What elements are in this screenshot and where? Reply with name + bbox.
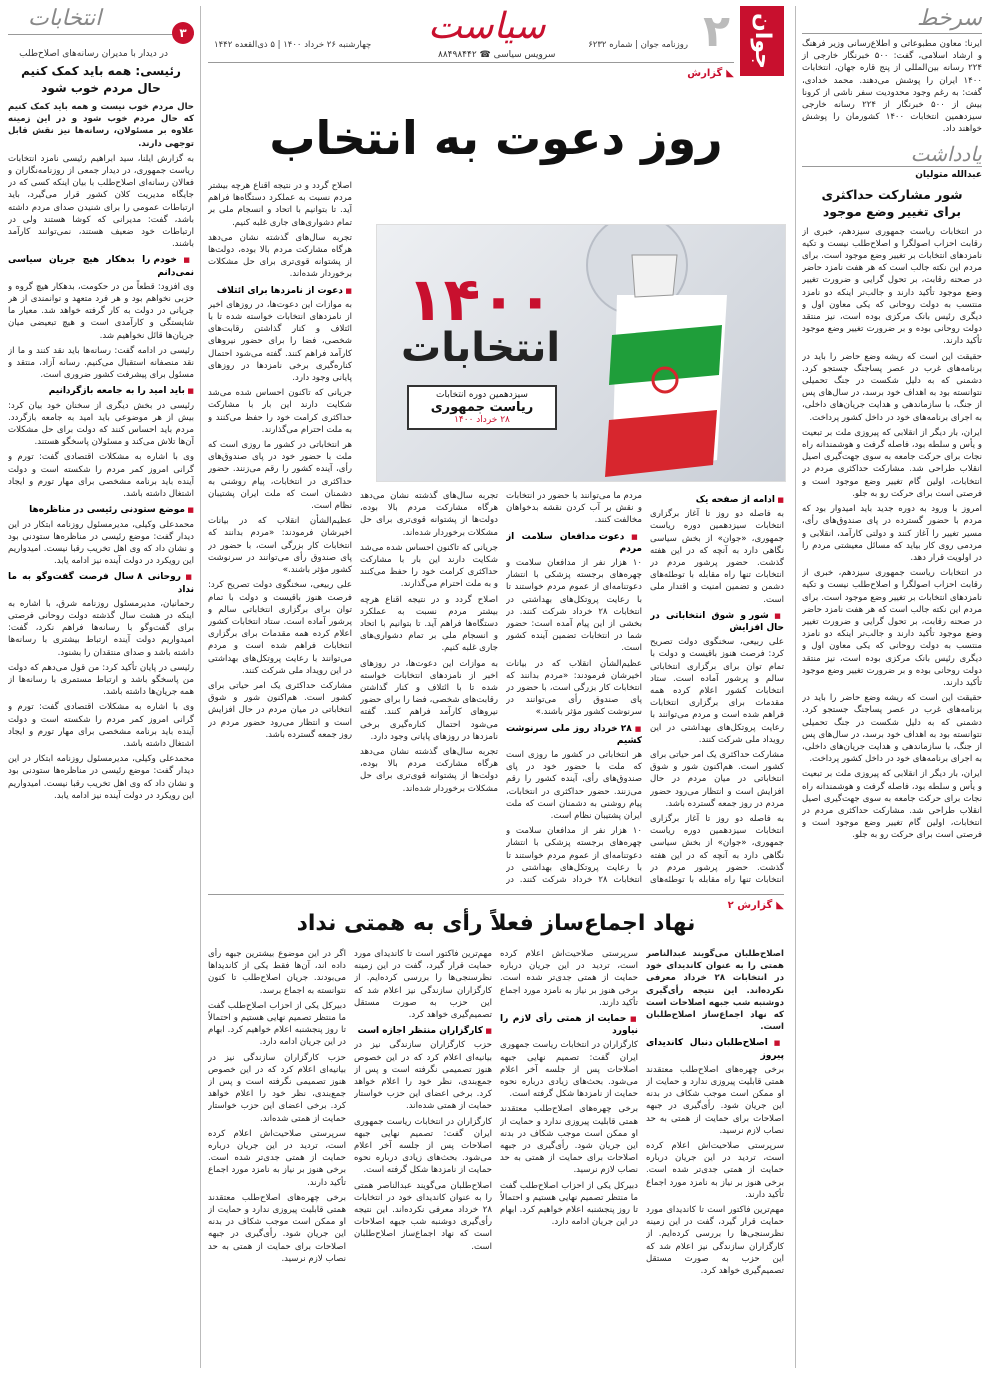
bottom-paragraph: مهم‌ترین فاکتور است تا کاندیدای مورد حمایت قرار گیرد، گفت در این زمینه نظرسنجی‌ها را بررسی کرده‌ایم. از کارگزاران سازندگی نیز اعلام شد که این حزب به صورت مستقل تصمیم‌گیری خواهد کرد. xyxy=(646,1205,784,1277)
main-headline: روز دعوت به انتخاب xyxy=(269,111,723,165)
logo: جوان xyxy=(740,6,784,76)
note-paragraph: در انتخابات ریاست جمهوری سیزدهم، خبری از رقابت احزاب اصولگرا و اصلاح‌طلب نیست و تکیه نامزدهای انتخابات بر تغییر وضع موجود است. برای مردم این نکته جالب است که هر هفت نامزد حاضر در صحنه رقابت، بر تحول گرایی و ضرورت تغییر وضع موجود تأکید دارند و جالب‌تر اینکه دو نامزد منتسب به دولت روحانی که یکی معاون اول و دیگری رئیس بانک مرکزی بوده است، نیز منتقد دولت روحانی بوده و بر ضرورت تغییر وضع موجود تأکید دارند. xyxy=(802,226,982,347)
bottom-subhead: ■ حمایت از همتی رأی لازم را نیاورد xyxy=(500,1013,638,1037)
left-subhead: ■ روحانی ۸ سال فرصت گفت‌وگو به ما نداد xyxy=(8,571,194,595)
report-badge xyxy=(687,68,734,79)
phone-number: ۸۸۴۹۸۴۴۲ xyxy=(438,50,477,60)
center-subhead: ■ دعوت مدافعان سلامت از مردم xyxy=(506,531,642,555)
left-paragraph: به گزارش ایلنا، سید ابراهیم رئیسی نامزد انتخابات ریاست جمهوری، در دیدار جمعی از روزنامه‌نگاران و فعالان رسانه‌ای اصلاح‌طلب با بیان اینکه کسی که در جایگاه مدیریت کلان کشور قرار می‌گیرد، باید ارتباطات عمومی را برای شنیدن صدای مردم داشته باشد، گفت: مدیرانی که کوشا هستند ولی در ارتباطات خود ضعیف هستند، نمی‌توانند کارآمد باشند. xyxy=(8,153,194,250)
bottom-paragraph: سرپرستی صلاحیت‌اش اعلام کرده است، تردید در این جریان درباره حمایت از همتی جدی‌تر شده است. برخی هنوز بر نیاز به نامزد مورد اجماع تأکید دارند. xyxy=(500,949,638,1008)
note-paragraph: امروز با ورود به دوره جدید باید امیدوار بود که مردم با حضور گسترده در پای صندوق‌های رأی، مسیر تغییر را آغاز کنند و دولتی کارآمد، انقلابی و مردمی روی کار بیاید که مسائل معیشتی مردم را در اولویت قرار دهد. xyxy=(802,504,982,563)
bottom-story-divider xyxy=(208,894,784,895)
bottom-paragraph: حزب کارگزاران سازندگی نیز در بیانیه‌ای اعلام کرد که در این خصوص هنوز تصمیمی نگرفته است و پس از جمع‌بندی، نظر خود را اعلام خواهد کرد. برخی اعضای این حزب خواستار حمایت از همتی شده‌اند. xyxy=(354,1040,492,1112)
paper-info: روزنامه جوان | شماره ۶۲۳۲ xyxy=(588,40,688,50)
center-paragraph: جریانی که تاکنون احساس شده می‌شد شکایت دارند این بار با مشارکت حداکثری کرامت خود را حفظ می‌کنند و به ملت احترام می‌گذارند. xyxy=(208,388,352,435)
center-column-1 xyxy=(650,490,784,886)
left-paragraph: رئیسی در ادامه گفت: رسانه‌ها باید نقد کنند و ما از نقد منصفانه استقبال می‌کنیم. رسانه آزاد، منتقد و مسئول برای پیشرفت کشور ضروری است. xyxy=(8,345,194,381)
center-paragraph: تجربه سال‌های گذشته نشان می‌دهد هرگاه مشارکت مردم بالا بوده، دولت‌ها از پشتوانه قوی‌تری برای حل مشکلات برخوردار شده‌اند. xyxy=(208,232,352,280)
note-author: عبدالله متولیان xyxy=(915,169,982,180)
bottom-subhead: ■ اصلاح‌طلبان دنبال کاندیدای پیروز xyxy=(646,1037,784,1061)
bottom-paragraph: مهم‌ترین فاکتور است تا کاندیدای مورد حمایت قرار گیرد، گفت در این زمینه نظرسنجی‌ها را بررسی کرده‌ایم. از کارگزاران سازندگی نیز اعلام شد که این حزب به صورت مستقل تصمیم‌گیری خواهد کرد. xyxy=(354,949,492,1021)
left-subhead: ■ خودم را بدهکار هیچ جریان سیاسی نمی‌دانم xyxy=(8,254,194,278)
center-subhead: ■ ۲۸ خرداد روز ملی سرنوشت کشیم xyxy=(506,723,642,747)
left-body xyxy=(8,101,194,1351)
bottom-paragraph: برخی چهره‌های اصلاح‌طلب معتقدند همتی قابلیت پیروزی ندارد و حمایت از او ممکن است موجب شکاف در بدنه این جریان شود. رأی‌گیری در جبهه اصلاحات برای حمایت از همتی به حد نصاب لازم نرسید. xyxy=(646,1064,784,1136)
left-paragraph: محمدعلی وکیلی، مدیرمسئول روزنامه ابتکار در این دیدار گفت: موضع رئیسی در مناظره‌ها ستودنی بود و نشان داد که وی اهل تخریب رقبا نیست. امیدواریم این رویکرد در دولت آینده نیز ادامه یابد. xyxy=(8,754,194,801)
note-paragraph: ایران، بار دیگر از انقلابی که پیروزی ملت بر تبعیت و یأس و سلطه بود، فاصله گرفت و هوشمندانه راه نجات برای حرکت جامعه به سوی جهت‌گیری اصیل انقلاب طراحی شد. مشارکت حداکثری مردم در انتخابات، اولین گام تغییر وضع موجود است و فرصتی است برای حرکت رو به جلو. xyxy=(802,427,982,499)
bottom-paragraph: سرپرستی صلاحیت‌اش اعلام کرده است، تردید در این جریان درباره حمایت از همتی جدی‌تر شده است. برخی هنوز بر نیاز به نامزد مورد اجماع تأکید دارند. xyxy=(208,1128,346,1188)
right-column-header: سرخط xyxy=(802,6,982,34)
poster-caption xyxy=(407,385,557,430)
bottom-paragraph: دبیرکل یکی از احزاب اصلاح‌طلب گفت ما منتظر تصمیم نهایی هستیم و احتمالاً تا روز پنجشنبه اعلام خواهیم کرد. ابهام در این جریان ادامه دارد. xyxy=(500,1180,638,1228)
center-paragraph: عظیم‌الشأن انقلاب که در بیانات اخیرشان فرمودند: «مردم بدانند که انتخابات کار بزرگی است، با حضور در پای صندوق رأی می‌توانند در سرنوشت کشور مؤثر باشند.» xyxy=(208,516,352,576)
bottom-paragraph: کارگزاران در انتخابات ریاست جمهوری ایران گفت: تصمیم نهایی جبهه اصلاحات پس از جلسه آخر اعلام می‌شود. بحث‌های زیادی درباره نحوه حمایت از نامزدها شکل گرفته است. xyxy=(500,1040,638,1100)
section-title: سیاست xyxy=(428,6,546,47)
poster-caption-line: ریاست جمهوری xyxy=(430,400,534,415)
note-header: یادداشت xyxy=(802,142,982,167)
note-paragraph: در انتخابات ریاست جمهوری سیزدهم، خبری از رقابت احزاب اصولگرا و اصلاح‌طلب نیست و تکیه نامزدهای انتخابات بر تغییر وضع موجود است. برای مردم این نکته جالب است که هر هفت نامزد حاضر در صحنه رقابت، بر تحول گرایی و ضرورت تغییر وضع موجود تأکید دارند و جالب‌تر اینکه دو نامزد منتسب به دولت روحانی که یکی معاون اول و دیگری رئیس بانک مرکزی بوده است، نیز منتقد دولت روحانی بوده و بر ضرورت تغییر وضع موجود تأکید دارند. xyxy=(802,568,982,688)
report-label: گزارش xyxy=(687,68,723,79)
right-column-divider xyxy=(795,6,796,1368)
page-number: ۲ xyxy=(703,6,730,57)
masthead-rule xyxy=(208,62,734,63)
left-column xyxy=(8,6,194,1370)
center-paragraph: مشارکت حداکثری یک امر حیاتی برای کشور است. هم‌اکنون شور و شوق انتخاباتی در میان مردم در حال افزایش است و انتظار می‌رود حضور مردم در روز جمعه گسترده باشد. xyxy=(208,680,352,740)
left-headline: رئیسی: همه باید کمک کنیم حال مردم خوب شود xyxy=(21,64,181,95)
left-paragraph: رئیسی در پایان تأکید کرد: من قول می‌دهم که دولت من پاسخگو باشد و ارتباط مستمری با رسانه‌ها از همه جریان‌ها داشته باشد. xyxy=(8,662,194,698)
phone-icon: ☎ xyxy=(479,50,491,60)
center-paragraph: به موازات این دعوت‌ها، در روزهای اخیر از نامزدهای انتخابات خواسته شده تا با ائتلاف و کنار گذاشتن رقابت‌های شخصی، فضا را برای حضور نیروهای کارآمد فراهم کنند. گفته می‌شود احتمال کناره‌گیری برخی نامزدها در روزهای پایانی وجود دارد. xyxy=(208,299,352,384)
left-subhead: ■ باید امید را به جامعه بازگردانیم xyxy=(8,385,194,397)
date-line: چهارشنبه ۲۶ خرداد ۱۴۰۰ | ۵ ذی‌القعده ۱۴۴۲ xyxy=(214,40,372,50)
note-paragraph: حقیقت این است که ریشه وضع حاضر را باید در برنامه‌های غرب در عصر پساجنگ جستجو کرد. دشمنی که به دلیل شکست در جنگ تحمیلی نتوانسته بود به اهداف خود برسد، در سال‌های پس از جنگ، با سازماندهی و هدایت جریان‌های داخلی، به اجرای برنامه‌های خود در داخل کشور پرداخت. xyxy=(802,693,982,765)
poster-caption-line: ۲۸ خرداد ۱۴۰۰ xyxy=(454,415,510,425)
bottom-headline: نهاد اجماع‌ساز فعلاً رأی به همتی نداد xyxy=(296,911,696,936)
report-mark-icon: ◣ xyxy=(726,68,734,79)
center-paragraph: تجربه سال‌های گذشته نشان می‌دهد هرگاه مشارکت مردم بالا بوده، دولت‌ها از پشتوانه قوی‌تری برای حل مشکلات برخوردار شده‌اند. xyxy=(360,491,498,538)
right-top-paragraph: ایرنا: معاون مطبوعاتی و اطلاع‌رسانی وزیر فرهنگ و ارشاد اسلامی، گفت: ۵۰۰ خبرنگار خارجی از ۲۲۴ رسانه بین‌المللی از پنج قاره جهان، انتخابات ۱۴۰۰ ایران را پوشش می‌دهند. محمد خدادی، گفت: به رغم وجود محدودیت سفر ناشی از کرونا بیش از ۵۰۰ خبرنگار از ۲۲۴ رسانه خارجی سیزدهمین انتخابات ۱۴۰۰ کشورمان را پوشش خواهند داد. xyxy=(802,39,982,135)
bottom-paragraph: سرپرستی صلاحیت‌اش اعلام کرده است، تردید در این جریان درباره حمایت از همتی جدی‌تر شده است. برخی هنوز بر نیاز به نامزد مورد اجماع تأکید دارند. xyxy=(646,1141,784,1200)
center-paragraph: جریانی که تاکنون احساس شده می‌شد شکایت دارند این بار با مشارکت حداکثری کرامت خود را حفظ می‌کنند و به ملت احترام می‌گذارند. xyxy=(360,542,498,590)
center-paragraph: هر انتخاباتی در کشور ما روزی است که ملت با حضور خود در پای صندوق‌های رأی، آینده کشور را رقم می‌زنند. حضور حداکثری در انتخابات، پیام روشنی به دشمنان است که ملت ایران پشتیبان نظام است. xyxy=(506,750,642,822)
bottom-paragraph: دبیرکل یکی از احزاب اصلاح‌طلب گفت ما منتظر تصمیم نهایی هستیم و احتمالاً تا روز پنجشنبه اعلام خواهیم کرد. ابهام در این جریان ادامه دارد. xyxy=(208,1000,346,1048)
center-paragraph: به فاصله دو روز تا آغاز برگزاری انتخابات سیزدهمین دوره ریاست جمهوری، «جوان» از بخش سیاسی نگاهی دارد به آنچه که در این هفته گذشت. حضور پرشور مردم در انتخابات تنها راه مقابله با توطئه‌های دشمن و تضمین امنیت و اقتدار ملی است. xyxy=(650,509,784,605)
page-badge: ۳ xyxy=(172,22,194,44)
bottom-paragraph: حزب کارگزاران سازندگی نیز در بیانیه‌ای اعلام کرد که در این خصوص هنوز تصمیمی نگرفته است و پس از جمع‌بندی، نظر خود را اعلام خواهد کرد. برخی اعضای این حزب خواستار حمایت از همتی شده‌اند. xyxy=(208,1052,346,1124)
right-top-text xyxy=(802,38,982,136)
bottom-paragraph: اصلاح‌طلبان می‌گویند عبدالناصر همتی را به عنوان کاندیدای خود در انتخابات ۲۸ خرداد معرفی نکرده‌اند. این نتیجه رأی‌گیری دوشنبه شب جبهه اصلاحات است که نهاد اجماع‌ساز اصلاح‌طلبان است. xyxy=(354,1180,492,1252)
center-column-4 xyxy=(208,180,352,886)
left-subhead: ■ موضع ستودنی رئیسی در مناظره‌ها xyxy=(8,504,194,516)
left-paragraph: رئیسی در بخش دیگری از سخنان خود بیان کرد: بیش از هر موضوعی باید امید به جامعه بازگردد. مردم باید احساس کنند که دولت برای حل مشکلات آن‌ها تلاش می‌کند و مسئولان پاسخگو هستند. xyxy=(8,400,194,448)
left-paragraph: محمدعلی وکیلی، مدیرمسئول روزنامه ابتکار در این دیدار گفت: موضع رئیسی در مناظره‌ها ستودنی بود و نشان داد که وی اهل تخریب رقبا نیست. امیدواریم این رویکرد در دولت آینده نیز ادامه یابد. xyxy=(8,519,194,567)
center-column-2 xyxy=(506,490,642,886)
left-paragraph: وی افزود: قطعاً من در حکومت، بدهکار هیچ گروه و حزبی نخواهم بود و هر فرد متعهد و توانمندی از هر جریانی در دولت به کار گرفته خواهد شد. معیار ما شایستگی و کارآمدی است و هیچ تبعیضی میان جریان‌ها قائل نخواهیم شد. xyxy=(8,281,194,341)
left-lead: حال مردم خوب نیست و همه باید کمک کنیم که حال مردم خوب شود و در این زمینه علاوه بر مسئولان، رسانه‌ها نیز نقش قابل توجهی دارند. xyxy=(8,102,194,149)
left-kicker: در دیدار با مدیران رسانه‌های اصلاح‌طلب xyxy=(19,49,168,59)
center-subhead: ■ شور و شوق انتخاباتی در حال افزایش xyxy=(650,610,784,634)
center-subhead: ■ دعوت از نامزدها برای ائتلاف xyxy=(208,285,352,297)
center-paragraph: ۱۰ هزار نفر از مدافعان سلامت و چهره‌های برجسته پزشکی با انتشار دعوتنامه‌ای از عموم مردم خواستند تا با رعایت پروتکل‌های بهداشتی در انتخابات ۲۸ خرداد شرکت کنند. در xyxy=(506,826,642,886)
report-mark-icon: ◣ xyxy=(776,900,784,911)
bottom-column-1 xyxy=(646,948,784,1366)
right-column xyxy=(802,6,982,1370)
center-paragraph: تجربه سال‌های گذشته نشان می‌دهد هرگاه مشارکت مردم بالا بوده، دولت‌ها از پشتوانه قوی‌تری برای حل مشکلات برخوردار شده‌اند. xyxy=(360,747,498,794)
center-paragraph: علی ربیعی، سخنگوی دولت تصریح کرد: فرصت هنوز باقیست و دولت با تمام توان برای برگزاری انتخاباتی سالم و پرشور آماده است. ستاد انتخابات کشور اعلام کرده همه مقدمات برای برگزاری انتخابات فراهم شده است و مردم می‌توانند با رعایت پروتکل‌های بهداشتی در این رویداد ملی شرکت کنند. xyxy=(208,580,352,676)
center-paragraph: علی ربیعی، سخنگوی دولت تصریح کرد: فرصت هنوز باقیست و دولت با تمام توان برای برگزاری انتخاباتی سالم و پرشور آماده است. ستاد انتخابات کشور اعلام کرده همه مقدمات برای برگزاری انتخابات فراهم شده است و مردم می‌توانند با رعایت پروتکل‌های بهداشتی در این رویداد ملی شرکت کنند. xyxy=(650,637,784,745)
center-paragraph: مشارکت حداکثری یک امر حیاتی برای کشور است. هم‌اکنون شور و شوق انتخاباتی در میان مردم در حال افزایش است و انتظار می‌رود حضور مردم در روز جمعه گسترده باشد. xyxy=(650,750,784,809)
center-paragraph: اصلاح گردد و در نتیجه اقناع هرچه بیشتر مردم نسبت به عملکرد دستگاه‌ها فراهم آید. تا بتوانیم با اتحاد و انسجام ملی بر تمام دشواری‌های جاری غلبه کنیم. xyxy=(208,181,352,228)
poster-number: ۱۴۰۰ xyxy=(407,265,554,335)
center-paragraph: به فاصله دو روز تا آغاز برگزاری انتخابات سیزدهمین دوره ریاست جمهوری، «جوان» از بخش سیاسی نگاهی دارد به آنچه که در این هفته گذشت. حضور پرشور مردم در انتخابات تنها راه مقابله با توطئه‌های xyxy=(650,814,784,886)
center-paragraph: مردم ما می‌توانند با حضور در انتخابات و نقش بر آب کردن نقشه بدخواهان مخالفت کنند. xyxy=(506,491,642,526)
poster-caption-line: سیزدهمین دوره انتخابات xyxy=(436,390,528,400)
bottom-column-4 xyxy=(208,948,346,1366)
left-column-header: انتخابات xyxy=(28,6,102,31)
note-body xyxy=(802,226,982,1246)
note-title: شور مشارکت حداکثری برای تغییر وضع موجود xyxy=(821,186,963,219)
poster-word: انتخابات xyxy=(401,325,561,371)
center-paragraph: هر انتخاباتی در کشور ما روزی است که ملت با حضور خود در پای صندوق‌های رأی، آینده کشور را رقم می‌زنند. حضور حداکثری در انتخابات، پیام روشنی به دشمنان است که ملت ایران پشتیبان نظام است. xyxy=(208,440,352,512)
left-paragraph: وی با اشاره به مشکلات اقتصادی گفت: تورم و گرانی امروز کمر مردم را شکسته است و دولت آینده باید برنامه مشخصی برای مهار تورم و ایجاد اشتغال داشته باشد. xyxy=(8,702,194,749)
center-column-3 xyxy=(360,490,498,886)
bottom-column-3 xyxy=(354,948,492,1366)
center-subhead: ■ ادامه از صفحه یک xyxy=(650,494,784,506)
left-column-divider xyxy=(200,6,201,1368)
note-paragraph: ایران، بار دیگر از انقلابی که پیروزی ملت بر تبعیت و یأس و سلطه بود، فاصله گرفت و هوشمندانه راه نجات برای حرکت جامعه به سوی جهت‌گیری اصیل انقلاب طراحی شد. مشارکت حداکثری مردم در انتخابات، اولین گام تغییر وضع موجود است و فرصتی است برای حرکت رو به جلو. xyxy=(802,769,982,841)
bottom-paragraph: اگر در این موضوع بیشترین جبهه رأی داده اند، آن‌ها فقط یکی از کاندیداها می‌بودند. جریان اصلاح‌طلب تا کنون نتوانسته به اجماع برسد. xyxy=(208,949,346,996)
bottom-subhead: ■ کارگزاران منتظر اجازه است xyxy=(354,1025,492,1037)
bottom-column-2 xyxy=(500,948,638,1366)
service-line xyxy=(438,50,555,60)
bottom-paragraph: برخی چهره‌های اصلاح‌طلب معتقدند همتی قابلیت پیروزی ندارد و حمایت از او ممکن است موجب شکاف در بدنه این جریان شود. رأی‌گیری در جبهه اصلاحات برای حمایت از همتی به حد نصاب لازم نرسید. xyxy=(500,1104,638,1176)
bottom-paragraph: برخی چهره‌های اصلاح‌طلب معتقدند همتی قابلیت پیروزی ندارد و حمایت از او ممکن است موجب شکاف در بدنه این جریان شود. رأی‌گیری در جبهه اصلاحات برای حمایت از همتی به حد نصاب لازم نرسید. xyxy=(208,1192,346,1264)
center-paragraph: اصلاح گردد و در نتیجه اقناع هرچه بیشتر مردم نسبت به عملکرد دستگاه‌ها فراهم آید. تا بتوانیم با اتحاد و انسجام ملی بر تمام دشواری‌های جاری غلبه کنیم. xyxy=(360,594,498,654)
left-paragraph: وی با اشاره به مشکلات اقتصادی گفت: تورم و گرانی امروز کمر مردم را شکسته است و دولت آینده باید برنامه مشخصی برای مهار تورم و ایجاد اشتغال داشته باشد. xyxy=(8,452,194,500)
left-paragraph: رحمانیان، مدیرمسئول روزنامه شرق، با اشاره به اینکه در هشت سال گذشته دولت روحانی فرصتی برای گفت‌وگو با رسانه‌ها فراهم نکرد، گفت: امیدواریم دولت آینده ارتباط بیشتری با رسانه‌ها داشته باشد و صدای منتقدان را بشنود. xyxy=(8,598,194,658)
masthead xyxy=(208,6,784,84)
center-paragraph: به موازات این دعوت‌ها، در روزهای اخیر از نامزدهای انتخابات خواسته شده تا با ائتلاف و کنار گذاشتن رقابت‌های شخصی، فضا را برای حضور نیروهای کارآمد فراهم کنند. گفته می‌شود احتمال کناره‌گیری برخی نامزدها در روزهای پایانی وجود دارد. xyxy=(360,658,498,742)
center-paragraph: ۱۰ هزار نفر از مدافعان سلامت و چهره‌های برجسته پزشکی با انتشار دعوتنامه‌ای از عموم مردم خواستند تا با رعایت پروتکل‌های بهداشتی در انتخابات ۲۸ خرداد شرکت کنند. در بخشی از این پیام آمده است: حضور شما در انتخابات تضمین آینده کشور است. xyxy=(506,558,642,654)
service-label: سرویس سیاسی xyxy=(493,50,556,60)
bottom-report-label: گزارش ۲ xyxy=(727,900,773,911)
note-paragraph: حقیقت این است که ریشه وضع حاضر را باید در برنامه‌های غرب در عصر پساجنگ جستجو کرد. دشمنی که به دلیل شکست در جنگ تحمیلی نتوانسته بود به اهداف خود برسد، در سال‌های پس از جنگ، با سازماندهی و هدایت جریان‌های داخلی، به اجرای برنامه‌های خود در داخل کشور پرداخت. xyxy=(802,351,982,423)
bottom-paragraph: اصلاح‌طلبان می‌گویند عبدالناصر همتی را به عنوان کاندیدای خود در انتخابات ۲۸ خرداد معرفی نکرده‌اند. این نتیجه رأی‌گیری دوشنبه شب جبهه اصلاحات است که نهاد اجماع‌ساز اصلاح‌طلبان است. xyxy=(646,949,784,1033)
bottom-paragraph: کارگزاران در انتخابات ریاست جمهوری ایران گفت: تصمیم نهایی جبهه اصلاحات پس از جلسه آخر اعلام می‌شود. بحث‌های زیادی درباره نحوه حمایت از نامزدها شکل گرفته است. xyxy=(354,1116,492,1176)
election-poster xyxy=(376,224,786,482)
center-paragraph: عظیم‌الشأن انقلاب که در بیانات اخیرشان فرمودند: «مردم بدانند که انتخابات کار بزرگی است، با حضور در پای صندوق رأی می‌توانند در سرنوشت کشور مؤثر باشند.» xyxy=(506,658,642,718)
